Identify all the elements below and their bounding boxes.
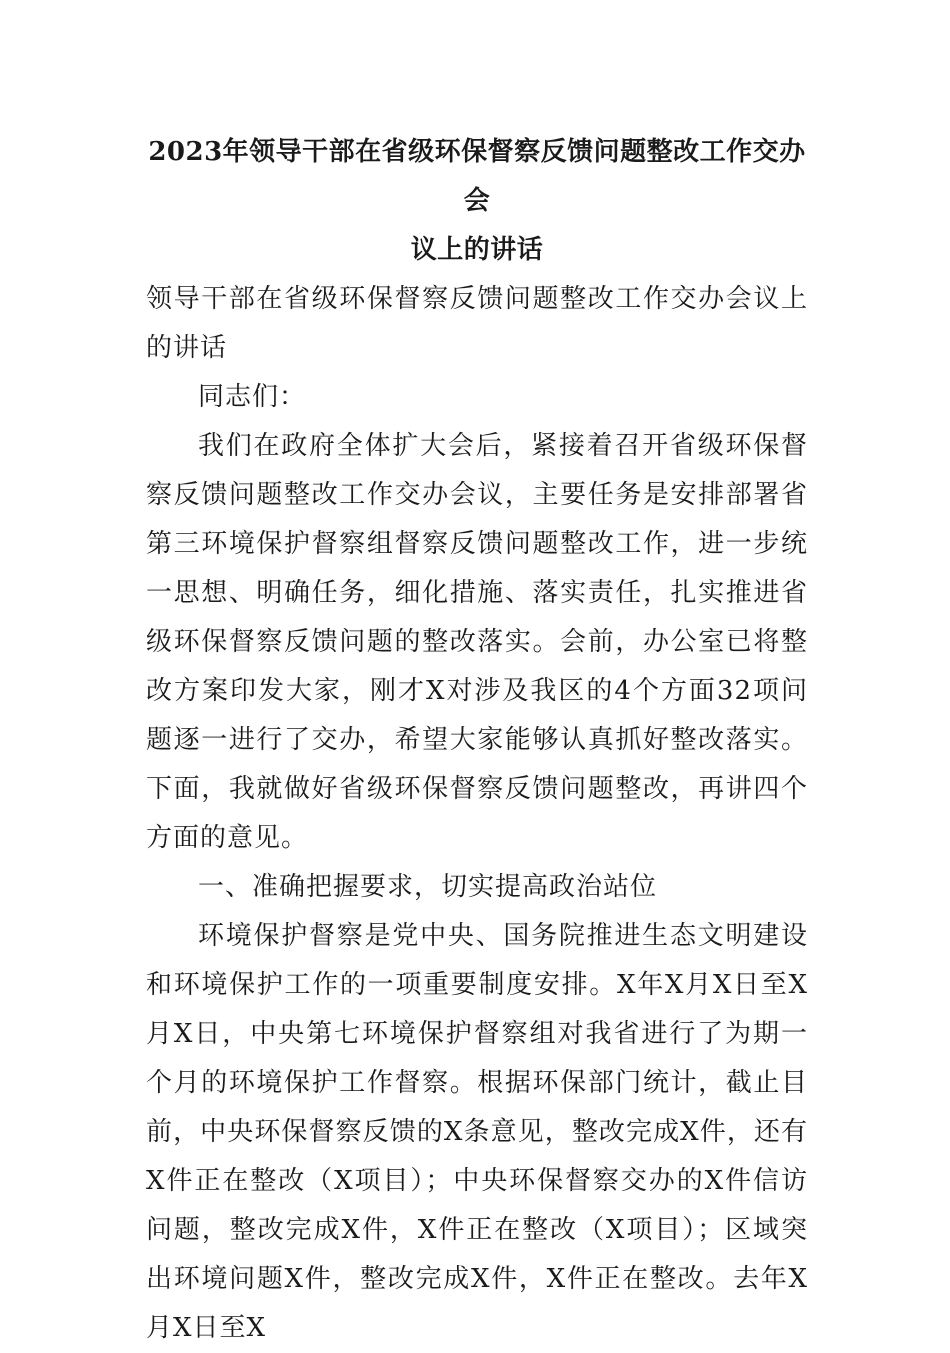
paragraph-intro: 我们在政府全体扩大会后，紧接着召开省级环保督察反馈问题整改工作交办会议，主要任务是安排部署省第三环境保护督察组督察反馈问题整改工作，进一步统一思想、明确任务，细化措施、落实责任，扎实推进省级环保督察反馈问题的整改落实。会前，办公室已将整改方案印发大家，刚才X对涉及我区的4个方面32项问题逐一进行了交办，希望大家能够认真抓好整改落实。下面，我就做好省级环保督察反馈问题整改，再讲四个方面的意见。 [146,431,808,853]
document-page [146,128,808,1353]
title-line-1: 2023年领导干部在省级环保督察反馈问题整改工作交办会 [148,137,806,216]
paragraph-section-1: 环境保护督察是党中央、国务院推进生态文明建设和环境保护工作的一项重要制度安排。X年X月X日至X月X日，中央第七环境保护督察组对我省进行了为期一个月的环境保护工作督察。根据环保部门统计，截止目前，中央环保督察反馈的X条意见，整改完成X件，还有X件正在整改（X项目）；中央环保督察交办的X件信访问题，整改完成X件，X件正在整改（X项目）；区域突出环境问题X件，整改完成X件，X件正在整改。去年X月X日至X [146,921,808,1343]
salutation: 同志们： [198,382,307,412]
title-line-2: 议上的讲话 [410,235,544,265]
document-subtitle: 领导干部在省级环保督察反馈问题整改工作交办会议上的讲话 [146,284,808,363]
document-title [146,128,808,275]
section-heading-1: 一、准确把握要求，切实提高政治站位 [198,872,658,902]
